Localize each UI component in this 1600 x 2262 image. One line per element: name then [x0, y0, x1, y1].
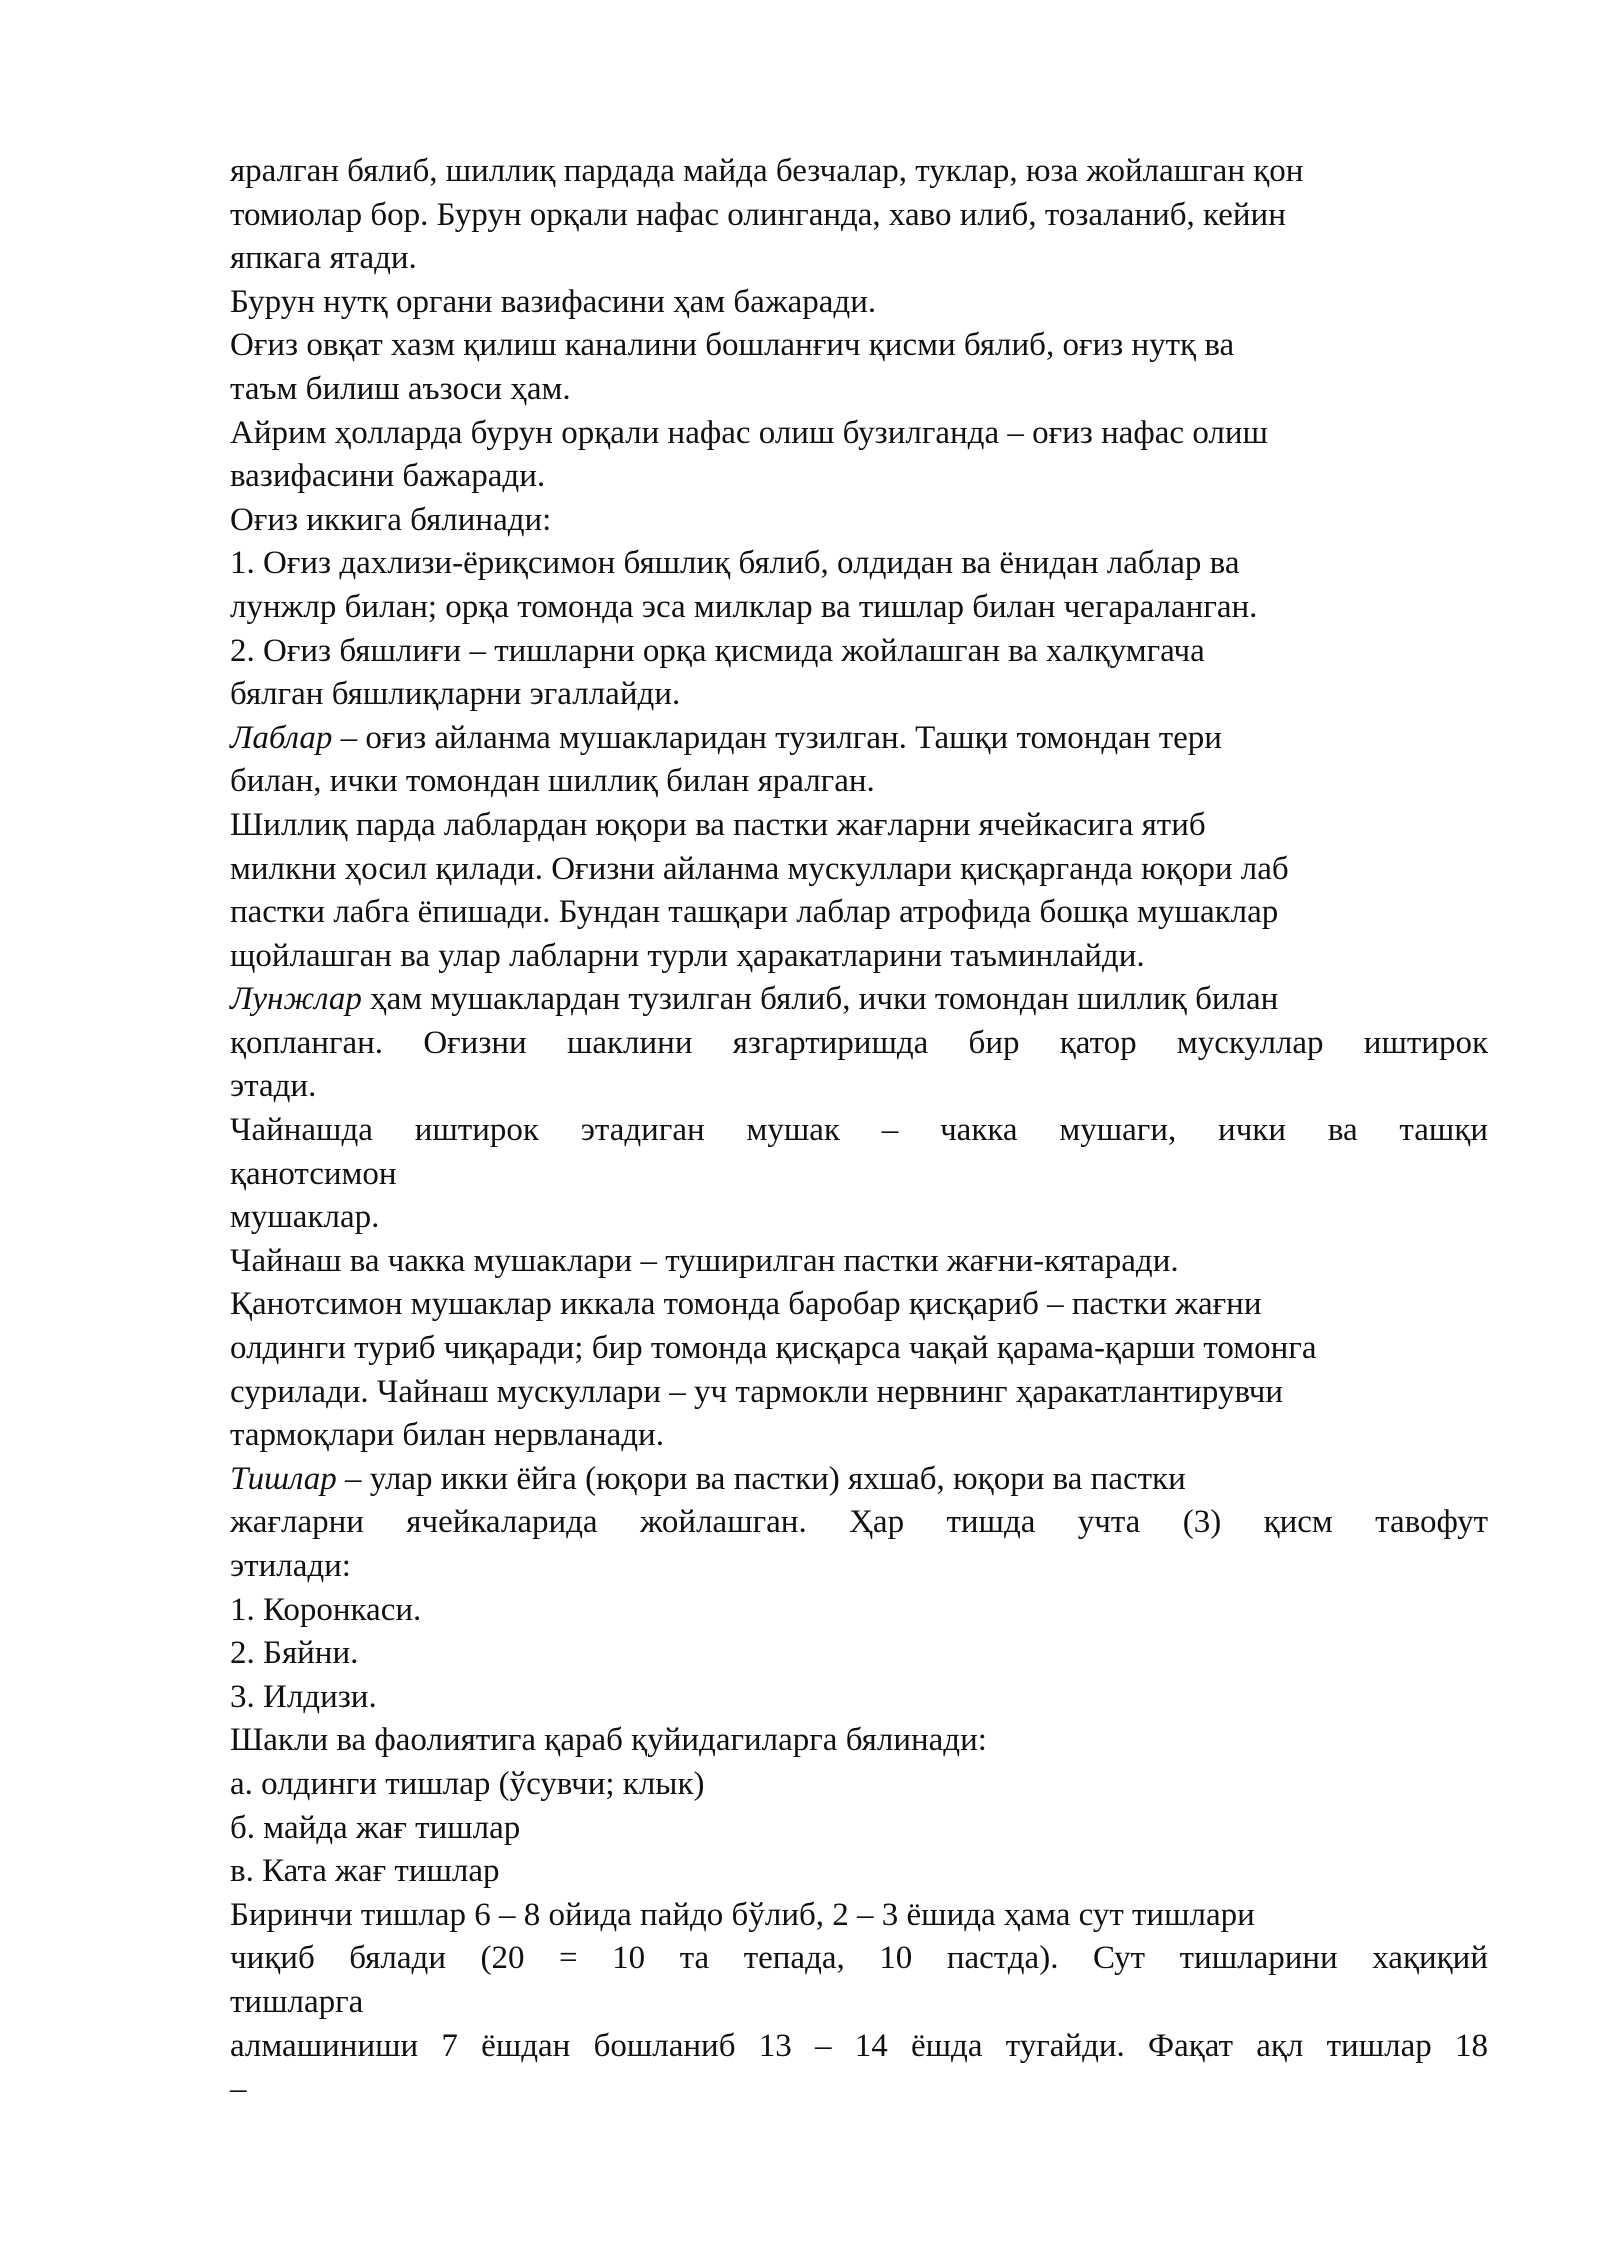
line-text: Қанотсимон мушаклар иккала томонда баробар қисқариб – пастки жағни [230, 1286, 1262, 1323]
italic-term: Тишлар [230, 1460, 337, 1497]
line-text: 3. Илдизи. [230, 1678, 377, 1715]
document-body [230, 150, 1488, 2112]
line-text: япкага ятади. [230, 240, 417, 277]
line-text: 1. Коронкаси. [230, 1591, 422, 1628]
text-line [230, 2068, 1488, 2112]
line-text: Айрим ҳолларда бурун орқали нафас олиш бузилганда – оғиз нафас олиш [230, 414, 1268, 451]
text-line [230, 1632, 1488, 1676]
text-line [230, 237, 1488, 281]
text-line [230, 1414, 1488, 1458]
line-text: в. Ката жағ тишлар [230, 1853, 500, 1890]
text-line [230, 1327, 1488, 1371]
text-line [230, 368, 1488, 412]
line-text: Чайнашда иштирок этадиган мушак – чакка мушаги, ички ва ташқи [230, 1112, 1488, 1149]
line-text: б. майда жағ тишлар [230, 1809, 521, 1846]
text-line [230, 1807, 1488, 1851]
text-line [230, 1850, 1488, 1894]
line-text: томиолар бор. Бурун орқали нафас олинганда, хаво илиб, тозаланиб, кейин [230, 196, 1286, 233]
text-line [230, 630, 1488, 674]
line-text: Биринчи тишлар 6 – 8 ойида пайдо бўлиб, 2 – 3 ёшида ҳама сут тишлари [230, 1896, 1255, 1933]
text-line [230, 2025, 1488, 2069]
text-line [230, 804, 1488, 848]
text-line [230, 1763, 1488, 1807]
line-text: тишларга [230, 1983, 364, 2020]
text-line [230, 1109, 1488, 1153]
line-text: – улар икки ёйга (юқори ва пастки) яхшаб, юқори ва пастки [336, 1460, 1186, 1497]
text-line [230, 1153, 1488, 1197]
line-text: 1. Оғиз дахлизи-ёриқсимон бяшлиқ бялиб, олдидан ва ёнидан лаблар ва [230, 545, 1240, 582]
line-text: – оғиз айланма мушакларидан тузилган. Ташқи томондан тери [332, 719, 1222, 756]
text-line [230, 848, 1488, 892]
text-line [230, 1240, 1488, 1284]
text-line [230, 324, 1488, 368]
line-text: мушаклар. [230, 1199, 380, 1236]
text-line [230, 673, 1488, 717]
line-text: алмашиниши 7 ёшдан бошланиб 13 – 14 ёшда тугайди. Фақат ақл тишлар 18 [230, 2027, 1488, 2064]
line-text: жағларни ячейкаларида жойлашган. Ҳар тишда учта (3) қисм тавофут [230, 1504, 1488, 1541]
text-line [230, 1022, 1488, 1066]
line-text: Шакли ва фаолиятига қараб қуйидагиларга бялинади: [230, 1722, 987, 1759]
text-line [230, 760, 1488, 804]
text-line [230, 1501, 1488, 1545]
text-line [230, 891, 1488, 935]
line-text: – [230, 2071, 247, 2108]
text-line [230, 1981, 1488, 2025]
text-line [230, 1937, 1488, 1981]
text-line [230, 412, 1488, 456]
text-line [230, 1719, 1488, 1763]
line-text: қанотсимон [230, 1155, 397, 1192]
text-line [230, 717, 1488, 761]
text-line [230, 1371, 1488, 1415]
line-text: билан, ички томондан шиллиқ билан яралган. [230, 763, 875, 800]
text-line [230, 499, 1488, 543]
text-line [230, 455, 1488, 499]
line-text: 2. Бяйни. [230, 1635, 359, 1672]
line-text: Шиллиқ парда лаблардан юқори ва пастки жағларни ячейкасига ятиб [230, 806, 1206, 843]
line-text: тармоқлари билан нервланади. [230, 1417, 664, 1454]
italic-term: Лунжлар [230, 981, 362, 1018]
line-text: вазифасини бажаради. [230, 458, 546, 495]
line-text: олдинги туриб чиқаради; бир томонда қисқарса чақай қарама-қарши томонга [230, 1330, 1317, 1367]
line-text: щойлашган ва улар лабларни турли ҳаракатларини таъминлайди. [230, 937, 1145, 974]
line-text: ҳам мушаклардан тузилган бялиб, ички томондан шиллиқ билан [361, 981, 1279, 1018]
line-text: сурилади. Чайнаш мускуллари – уч тармокли нервнинг ҳаракатлантирувчи [230, 1373, 1284, 1410]
line-text: Бурун нутқ органи вазифасини ҳам бажаради. [230, 283, 877, 320]
text-line [230, 1676, 1488, 1720]
line-text: лунжлр билан; орқа томонда эса милклар ва тишлар билан чегараланган. [230, 588, 1258, 625]
text-line [230, 1196, 1488, 1240]
text-line [230, 542, 1488, 586]
line-text: 2. Оғиз бяшлиғи – тишларни орқа қисмида жойлашган ва халқумгача [230, 632, 1205, 669]
text-line [230, 1545, 1488, 1589]
text-line [230, 1065, 1488, 1109]
line-text: бялган бяшлиқларни эгаллайди. [230, 676, 681, 713]
line-text: Чайнаш ва чакка мушаклари – туширилган пастки жағни-кятаради. [230, 1242, 1179, 1279]
text-line [230, 1283, 1488, 1327]
italic-term: Лаблар [230, 719, 333, 756]
line-text: чиқиб бялади (20 = 10 та тепада, 10 пастда). Сут тишларини хақиқий [230, 1940, 1488, 1977]
line-text: яралган бялиб, шиллиқ пардада майда безчалар, туклар, юза жойлашган қон [230, 153, 1304, 189]
line-text: қопланган. Оғизни шаклини язгартиришда бир қатор мускуллар иштирок [230, 1024, 1488, 1061]
line-text: этади. [230, 1068, 317, 1105]
line-text: Оғиз овқат хазм қилиш каналини бошланғич қисми бялиб, оғиз нутқ ва [230, 327, 1235, 364]
text-line [230, 1458, 1488, 1502]
line-text: милкни ҳосил қилади. Оғизни айланма мускуллари қисқарганда юқори лаб [230, 850, 1289, 887]
line-text: этилади: [230, 1548, 351, 1584]
text-line [230, 586, 1488, 630]
text-line [230, 194, 1488, 238]
line-text: пастки лабга ёпишади. Бундан ташқари лаблар атрофида бошқа мушаклар [230, 894, 1279, 931]
line-text: Оғиз иккига бялинади: [230, 501, 552, 538]
text-line [230, 1894, 1488, 1938]
text-line [230, 935, 1488, 979]
line-text: таъм билиш аъзоси ҳам. [230, 370, 571, 407]
text-line [230, 281, 1488, 325]
text-line [230, 150, 1488, 194]
text-line [230, 1589, 1488, 1633]
line-text: а. олдинги тишлар (ўсувчи; клык) [230, 1765, 705, 1802]
text-line [230, 978, 1488, 1022]
